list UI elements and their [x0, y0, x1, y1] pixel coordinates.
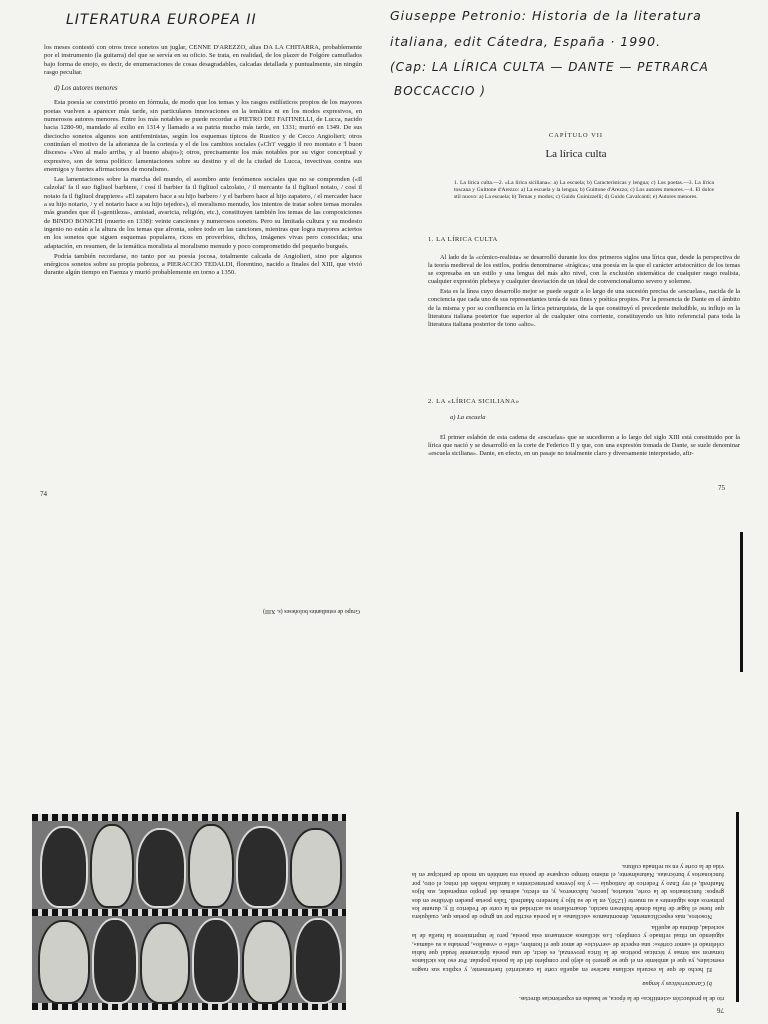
photo-caption-wrapper [180, 600, 360, 614]
relief-figure [290, 828, 342, 908]
page-76-upside-down [384, 512, 768, 1024]
handwritten-course-title: LITERATURA EUROPEA II [66, 12, 257, 28]
relief-figure [140, 922, 190, 1004]
chapter-summary: 1. La lírica culta.—2. «La lírica siciliana»: a) La escuela; b) Características y lengua; c) Los poetas.—3. La lírica toscana y Guittone d'Arezzo: a) La escuela y la lengua; b) Guittone d'Arezzo; c) Los autores menores.—4. El dolce stil nuovo: a) La escuela; b) Temas y modos; c) Guido Guinizzelli; d) Guido Cavalcanti; e) Autores menores. [454, 180, 714, 200]
page-76-paragraph: El hecho de que la escuela siciliana naciese en aquella corte la caracterizó fuertemente, y explica sus rasgos esenciales, ya que el ambiente en el que se generó lo alejó por completo del de la poesía popular. Por eso los sicilianos tomaron sus temas y técnicas poéticas de la lírica provenzal, es decir, de una poesía típicamente feudal que había celebrado el «amor cortés»: una especie de «servicio» de amor que el hombre, «fiel» o «vasallo», prestaba a su «dama», siguiendo un ritual refinado y complejo. Los sicilianos acentuaron esta poesía, pero le imprimieron la huella de la sociedad, distinta de aquélla. [412, 923, 724, 973]
relief-figure [38, 920, 90, 1004]
section-heading-autores-menores: d) Los autores menores [54, 85, 118, 93]
page-75-section-1-text [428, 254, 740, 331]
page-74-body [44, 44, 362, 280]
page-74 [0, 0, 384, 512]
page-74-intro: los meses contestó con otros trece sonetos un juglar, CENNE D'AREZZO, alias DA LA CHITARRA, probablemente por el instrumento (la guitarra) del que se servía en su oficio. Se trata, en realidad, de los plazer de Folgóre camuflados bajo forma de enojo, es decir, de enumeraciones de cosas desagradables, calcadas detallada y puntualmente, sin ningún rasgo peculiar. [44, 44, 362, 76]
page-76-paragraph: Nosotros, más específicamente, denominamos «siciliana» a la poesía escrita por un grupo de poetas que, cualquiera que fuese el lugar de Italia donde hubiesen nacido, desarrollaron su actividad en la corte de Federico II y, durante los primeros años siguientes a su muerte (1250), en la de su hijo y heredero Manfredi. Tales poetas pueden dividirse en dos grupos: funcionarios de la corte, notarios, jueces, halconeros, y, en efecto, además del propio emperador, sus hijos Manfredi, el rey Enzo y Federico de Antioquía — y los jóvenes pertenecientes a familias nobles del reino; el otro, por funcionarios y burócratas. Naturalmente, el mismo tiempo ocuparse de poesía era también un modo de participar en la vida de la corte y en su refinada cultura. [412, 862, 724, 921]
margin-mark [736, 812, 739, 1002]
page-75 [384, 0, 768, 512]
section-heading: 2. LA «LÍRICA SICILIANA» [428, 398, 520, 405]
handwritten-reference-line: Giuseppe Petronio: Historia de la literatura [390, 8, 702, 23]
page-75-paragraph: El primer eslabón de esta cadena de «escuelas» que se sucedieron a lo largo del siglo XIII está constituido por la lírica que nació y se desarrolló en la corte de Federico II y que, con una expresión tomada de Dante, se suele denominar «escuela siciliana». Dante, en efecto, en un pasaje no totalmente claro y diversamente interpretado, afir- [428, 434, 740, 458]
relief-figure [236, 826, 288, 908]
handwritten-reference-line: italiana, edit Cátedra, España · 1990. [390, 34, 662, 49]
section-heading: 1. LA LÍRICA CULTA [428, 236, 498, 243]
page-75-paragraph: Al lado de la «cómico-realista» se desarrolló durante los dos primeros siglos una lírica que, desde la perspectiva de la teoría medieval de los estilos, podría denominarse «trágica»; una poesía en la que el carácter aristocrático de los temas se expresaba en un estilo y una lengua del más alto nivel, con la exclusión sistemática de cualquier rasgo realista, cualquier expresión plebeya y cualquier desviación de un ideal de convencionalismo severo y solemne. [428, 254, 740, 286]
relief-figure [90, 824, 134, 908]
chapter-label: CAPÍTULO VII [549, 132, 603, 139]
relief-figure [188, 824, 234, 908]
chapter-title: La lírica culta [545, 148, 607, 160]
relief-figure [192, 918, 240, 1004]
relief-figure [242, 920, 292, 1004]
page-74-paragraph: Las lamentaciones sobre la marcha del mundo, el asombro ante fenómenos sociales que no se comprenden («Il calzolai' fa il suo figliuol barbiere, / cosí il barbier fa il figliuol calzolaio, / il mercante fa il figliuol notaio, / cosí il notaio fa il figliuol drappiere» «El zapatero hace a su hijo barbero / y el barbero hace al hijo zapatero, / el mercader hace a su hijo notario, / y el notario hace a su hijo tejedor»), el moralismo menudo, los intentos de tratar sobre temas morales más grandes que él («gentileza», amistad, avaricia, religión, etc.), constituyen también los temas de las composiciones de BINDO BONICHI (muerto en 1338): veinte canciones y numerosos sonetos. Pero su limitada cultura y su modesto ingenio no están a la altura de los temas que afronta, sobre todo en las canciones, mientras que logra mayores aciertos en los sonetos que siguen esquemas populares, ricos en proverbios, dichos, imágenes vivas pero conocidas; una adaptación, en resumen, de la temática moralista al moralismo menudo y poco comprometido del pequeño burgués. [44, 176, 362, 250]
relief-photo [32, 814, 346, 1010]
page-74-paragraph: Podría también recordarse, no tanto por su poesía jocosa, totalmente calcada de Angiolieri, sino por algunos enérgicos sonetos sobre su propia pobreza, a PIERACCIO TEDALDI, florentino, nacido a finales del XIII, que vivió durante algún tiempo en Faenza y murió probablemente en torno a 1350. [44, 252, 362, 277]
margin-mark [740, 532, 743, 672]
page-75-section-2-text [428, 434, 740, 460]
page-74-paragraph: Esta poesía se convirtió pronto en fórmula, de modo que los temas y los rasgos estilísticos propios de los mayores poetas vuelven a aparecer más tarde, sin particulares innovaciones en la temática ni en los modos expresivos, en numerosos autores menores. Entre los más notables se puede recordar a PIETRO DEI FAITINELLI, de Lucca, nacido hacia 1280-90, mandado al exilio en 1314 y llamado a su patria mucho más tarde, en 1331; murió en 1349. De sus dieciocho sonetos algunos son antifeministas, según los esquemas típicos de Rustico y de Cecco Angiolieri; otros continúan el motivo de la añoranza de la cortesía y el de los cambios sociales («Ch'i' veggio il reo montato e 'l buon disceso» «Veo al malo arriba, y al bueno abajo»); otros, precisamente los más notables por su vigor conceptual y expresivo, son de tema político: lamentaciones sobre su destino y el de la ciudad de Lucca, invectivas contra sus enemigos y fuertes afirmaciones de moralismo. [44, 99, 362, 173]
subsection-heading: b) Características y lengua [642, 980, 712, 988]
subsection-heading: a) La escuela [450, 414, 486, 421]
relief-figure [136, 828, 186, 908]
page-75-paragraph: Esta es la línea cuyo desarrollo mejor se puede seguir a lo largo de una sucesión precisa de «escuelas», nacida de la conciencia que cada uno de sus representantes tenía de sus fines y poética propios. Por la presencia de Dante en el ámbito de la misma y por su confluencia en la lírica petrarquista, de la que constituyó el precedente ineludible, su influjo en la literatura italiana posterior fue superior al de cualquier otra corriente, constituyendo un hito referencial para toda la literatura italiana posterior de tono «alto». [428, 288, 740, 328]
relief-figure [294, 918, 342, 1004]
page-number: 75 [718, 484, 725, 492]
handwritten-reference-line: (Cap: LA LÍRICA CULTA — DANTE — PETRARCA [390, 60, 709, 74]
relief-border [32, 814, 346, 821]
relief-border [32, 909, 346, 916]
relief-figure [40, 826, 88, 908]
page-76-paragraph: rio de la producción «científica» de la época, se basaba en experiencias directas. [518, 994, 724, 1002]
page-number: 76 [717, 1006, 724, 1014]
handwritten-reference-line: BOCCACCIO ) [394, 84, 486, 98]
photo-caption: Grupo de estudiantes boloñeses (s. XIII) [263, 608, 360, 614]
page-77-upside-down [0, 512, 384, 1024]
relief-figure [92, 918, 138, 1004]
page-number: 74 [40, 490, 47, 498]
rotated-page-content [412, 552, 724, 1014]
relief-border [32, 1003, 346, 1010]
